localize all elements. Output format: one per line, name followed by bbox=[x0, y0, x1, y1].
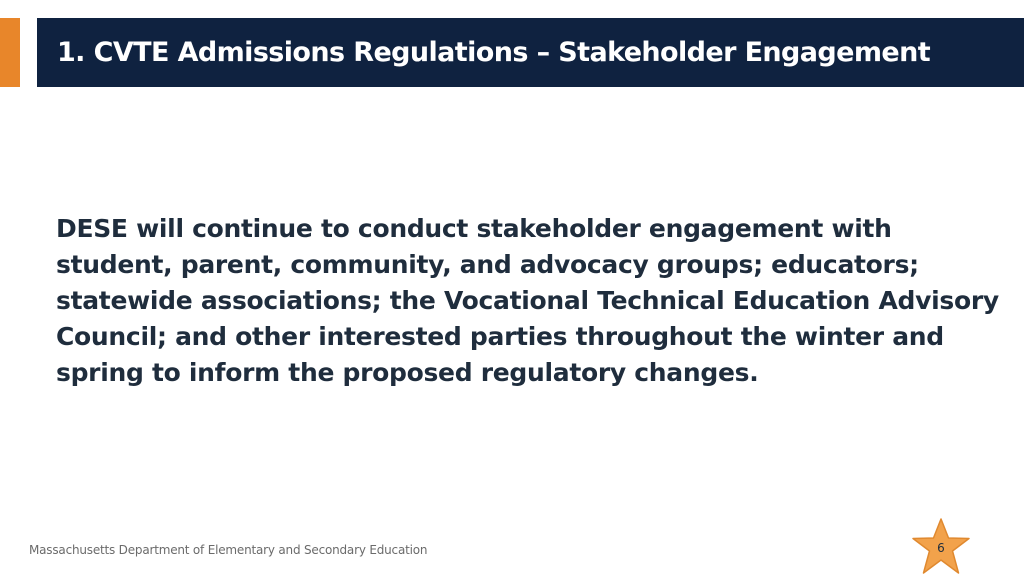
body-paragraph: DESE will continue to conduct stakeholder engagement with student, parent, community, and advocacy groups; educators; statewide associations; the Vocational Technical Education Advisory Council; and other interested parties throughout the winter and spring to inform the proposed regulatory changes. bbox=[56, 214, 999, 387]
accent-bar bbox=[0, 18, 20, 87]
footer-organization: Massachusetts Department of Elementary and Secondary Education bbox=[29, 543, 428, 557]
page-number: 6 bbox=[937, 541, 945, 555]
title-bar bbox=[37, 18, 1024, 87]
page-number-badge bbox=[910, 517, 972, 576]
slide-title: 1. CVTE Admissions Regulations – Stakeholder Engagement bbox=[57, 37, 931, 68]
